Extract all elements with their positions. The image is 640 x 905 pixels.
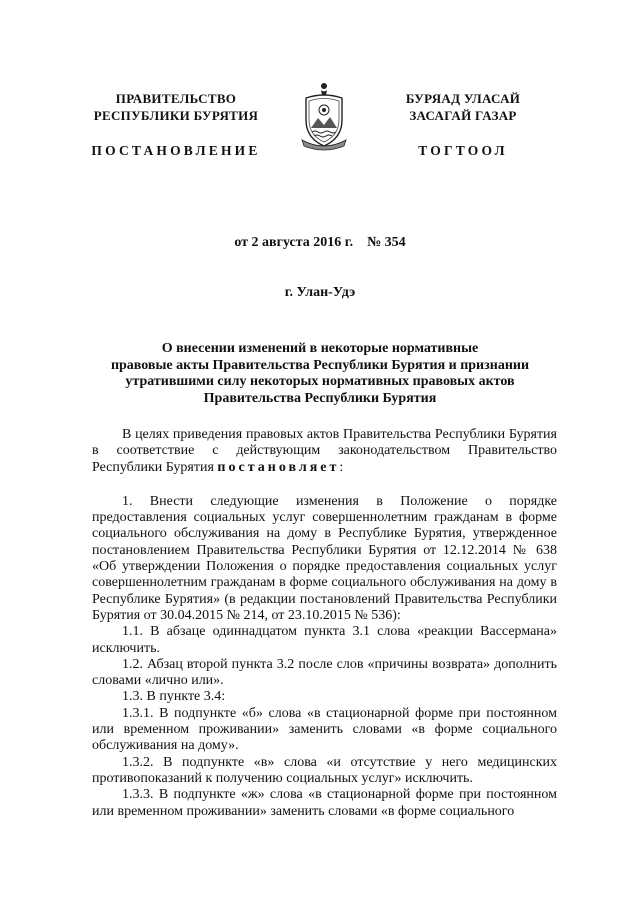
document-title <box>92 341 548 407</box>
title-line: Правительства Республики Бурятия <box>203 390 437 406</box>
paragraph-1-1: 1.1. В абзаце одиннадцатом пункта 3.1 слова «реакции Вассермана» исключить. <box>92 624 557 656</box>
header-left-line2: РЕСПУБЛИКИ БУРЯТИЯ <box>93 108 259 123</box>
header-right-line2: ЗАСАГАЙ ГАЗАР <box>409 108 517 123</box>
intro-end: : <box>339 459 344 475</box>
document-body <box>92 427 557 820</box>
title-line: правовые акты Правительства Республики Бурятия и признании <box>110 357 530 373</box>
paragraph-1-3-3: 1.3.3. В подпункте «ж» слова «в стационарной форме при постоянном или временном проживании» заменить словами «в форме социального <box>92 787 557 819</box>
city: г. Улан-Удэ <box>284 285 356 300</box>
header-right-line1: БУРЯАД УЛАСАЙ <box>405 91 521 106</box>
paragraph-1-3-1: 1.3.1. В подпункте «б» слова «в стационарной форме при постоянном или временном проживании» заменить словами «в форме социального обслуживания на дому». <box>92 705 557 754</box>
paragraph-1-3-2: 1.3.2. В подпункте «в» слова «и отсутствие у него медицинских противопоказаний к получению социальных услуг» исключить. <box>92 754 557 786</box>
title-line: утратившими силу некоторых нормативных правовых актов <box>125 374 515 389</box>
header-left <box>76 90 276 159</box>
coat-of-arms-icon <box>298 80 350 152</box>
paragraph-1: 1. Внести следующие изменения в Положение о порядке предоставления социальных услуг совершеннолетним гражданам в форме социального обслуживания на дому в Республике Бурятия, утвержденное постановлением Правительства Республики Бурятия от 12.12.2014 № 638 «Об утверждении Положения о порядке предоставления социальных услуг совершеннолетним гражданам в форме социального обслуживания на дому в Республике Бурятия» (в редакции постановлений Правительства Республики Бурятия от 30.04.2015 № 214, от 23.10.2015 № 536): <box>92 493 557 623</box>
header-right-doc-type: ТОГТООЛ <box>418 143 508 158</box>
title-line: О внесении изменений в некоторые нормативные <box>161 341 479 356</box>
decree-word: постановляет <box>217 459 340 475</box>
header-right <box>378 90 548 159</box>
intro-paragraph <box>92 427 557 476</box>
date-number: от 2 августа 2016 г. № 354 <box>234 235 406 250</box>
header-left-doc-type: ПОСТАНОВЛЕНИЕ <box>91 143 261 158</box>
paragraph-1-2: 1.2. Абзац второй пункта 3.2 после слов «причины возврата» дополнить словами «лично или». <box>92 656 557 689</box>
paragraph-1-3: 1.3. В пункте 3.4: <box>122 689 226 705</box>
intro-text: В целях приведения правовых актов Правительства Республики Бурятия в соответствие с действующим законодательством Правительство Республики Бурятия <box>92 427 557 475</box>
header-left-line1: ПРАВИТЕЛЬСТВО <box>115 91 237 106</box>
